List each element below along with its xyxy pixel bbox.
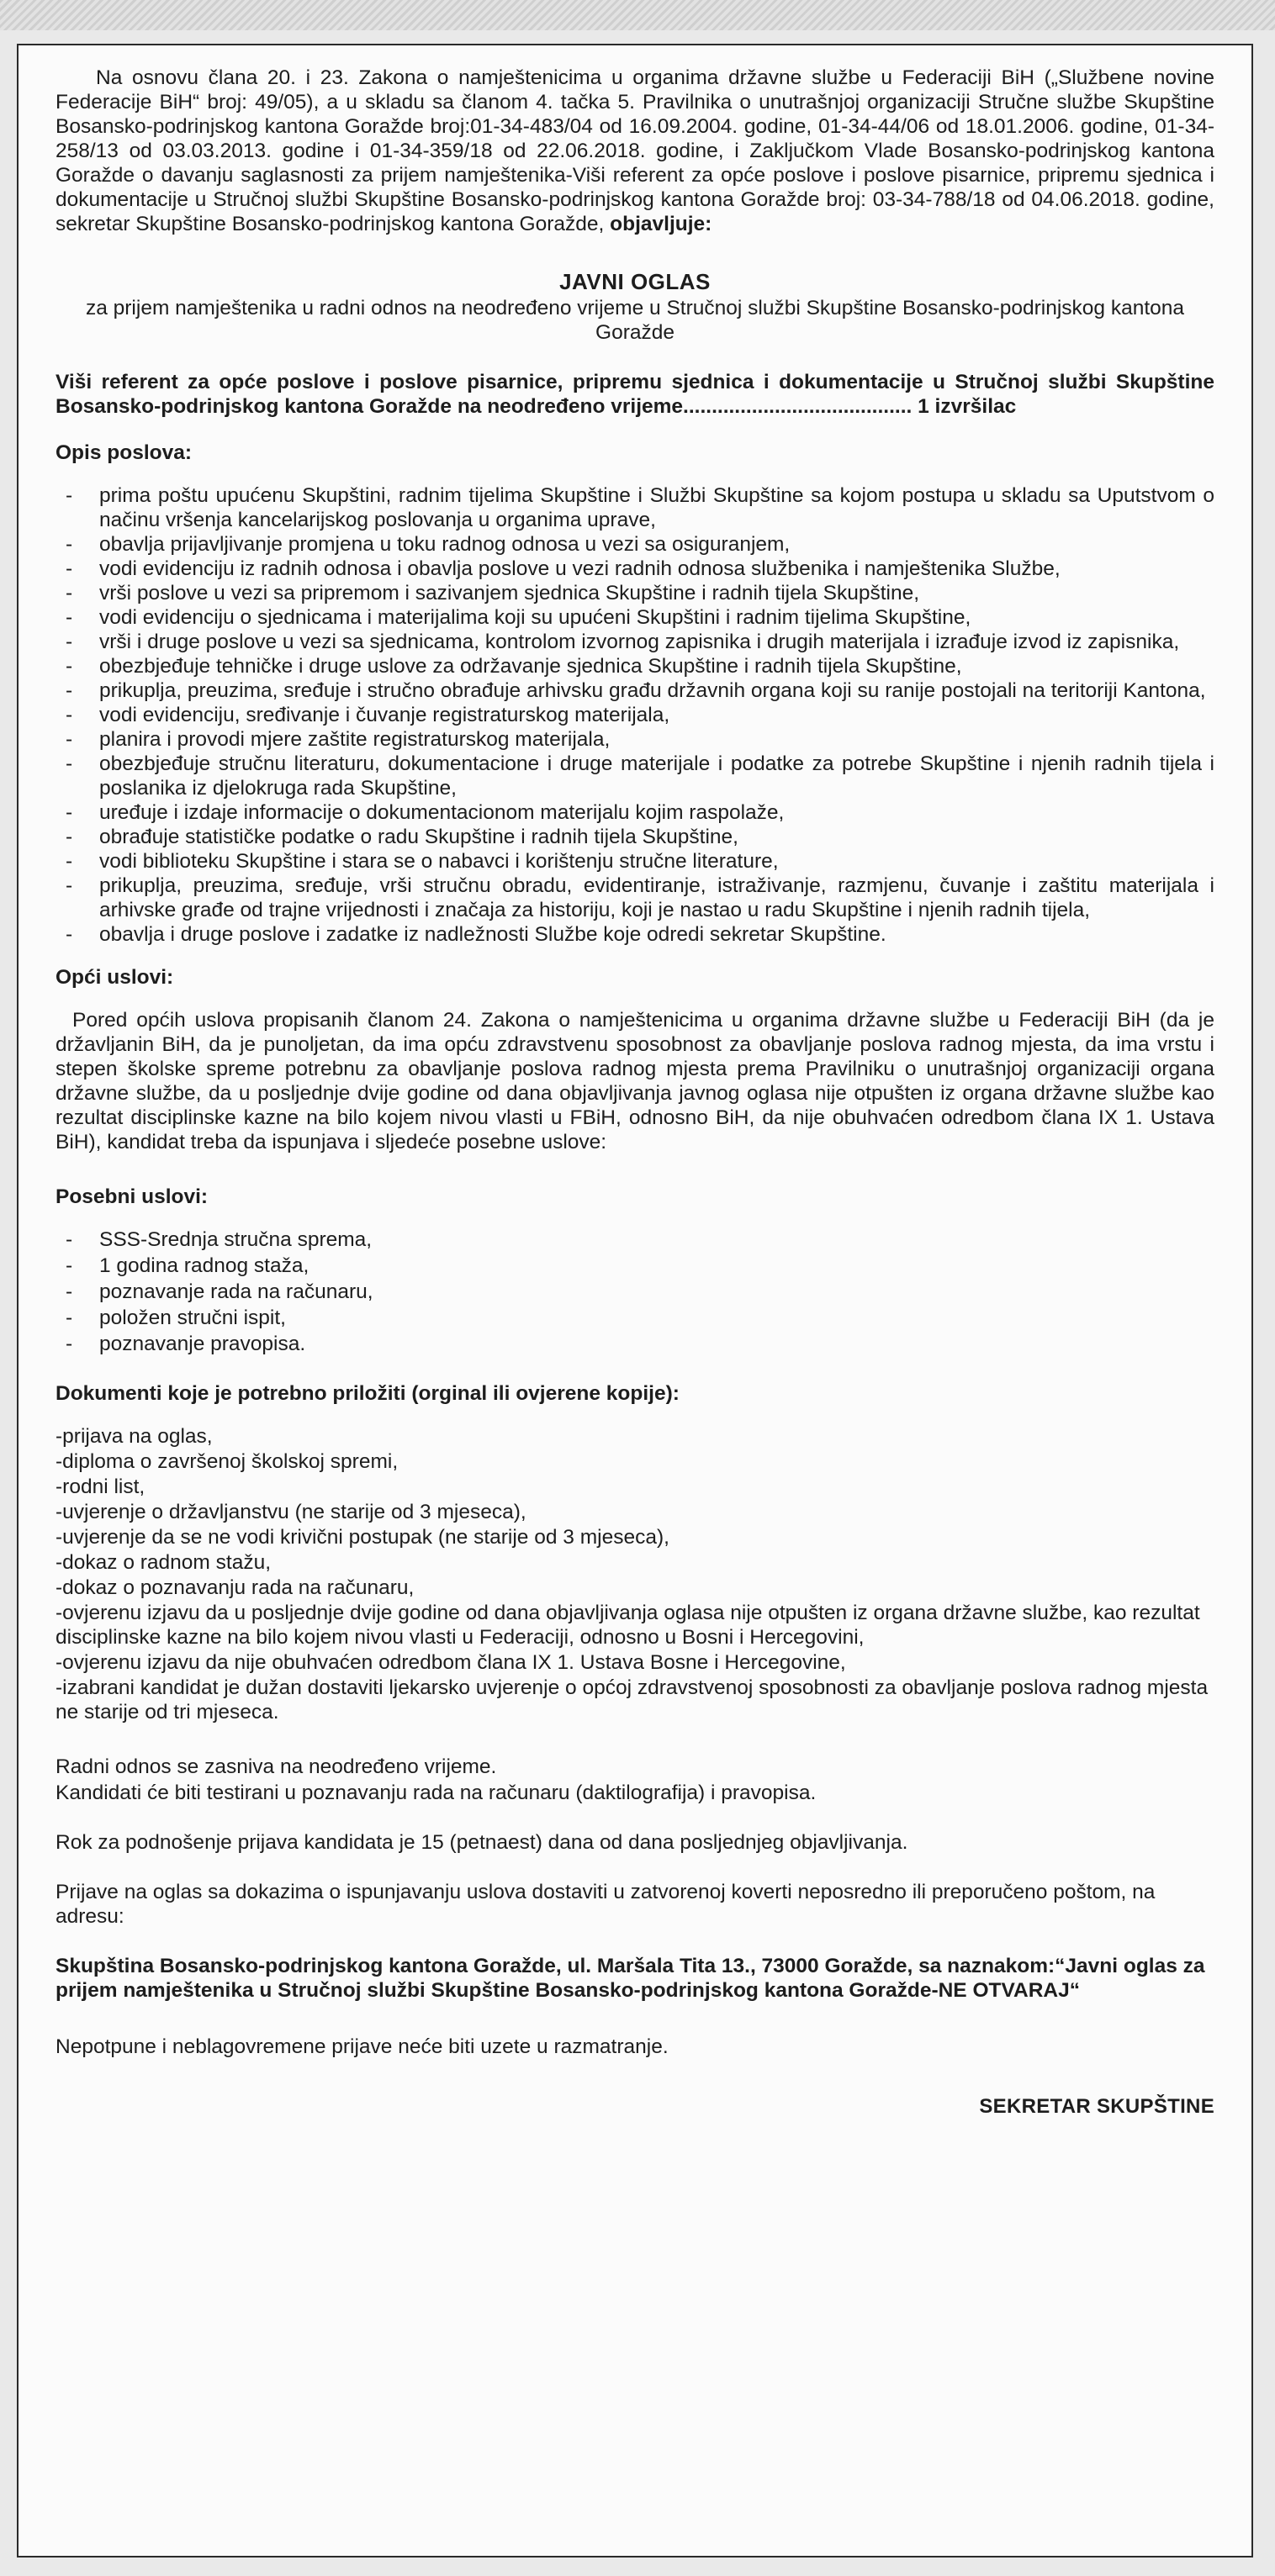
document-item: -uvjerenje o državljanstvu (ne starije od 3 mjeseca), — [56, 1501, 526, 1523]
employment-notes — [56, 1755, 1214, 1805]
intro-paragraph — [56, 66, 1214, 236]
submission-address: Skupština Bosansko-podrinjskog kantona Goražde, ul. Maršala Tita 13., 73000 Goražde, sa naznakom:“Javni oglas za prijem namještenika u Stručnoj službi Skupštine Bosansko-podrinjskog kantona Goražde-NE OTVARAJ“ — [56, 1955, 1205, 2002]
documents-list — [56, 1424, 1214, 1724]
duty-item: - vodi evidenciju o sjednicama i materijalima koji su upućeni Skupštini i radnim tijelima Skupštine, — [56, 605, 1214, 630]
duties-heading: Opis poslova: — [56, 441, 193, 464]
document-item: -rodni list, — [56, 1475, 145, 1498]
duty-item: - obrađuje statističke podatke o radu Skupštine i radnih tijela Skupštine, — [56, 825, 1214, 849]
general-conditions-heading: Opći uslovi: — [56, 966, 174, 989]
special-condition-item: - poznavanje rada na računaru, — [56, 1280, 1214, 1304]
position-title: Viši referent za opće poslove i poslove pisarnice, pripremu sjednica i dokumentacije u Stručnoj službi Skupštine Bosansko-podrinjskog kantona Goražde na neodređeno vrijeme........................................ 1 izvršilac — [56, 371, 1214, 418]
document-item: -prijava na oglas, — [56, 1425, 213, 1448]
duty-item: - vrši poslove u vezi sa pripremom i sazivanjem sjednica Skupštine i radnih tijela Skupštine, — [56, 581, 1214, 605]
duty-item: - vodi evidenciju iz radnih odnosa i obavlja poslove u vezi radnih odnosa službenika i namještenika Službe, — [56, 557, 1214, 581]
duty-item: - vrši i druge poslove u vezi sa sjednicama, kontrolom izvornog zapisnika i drugih materijala i izrađuje izvod iz zapisnika, — [56, 630, 1214, 654]
duties-list — [56, 483, 1214, 947]
document-item: -ovjerenu izjavu da nije obuhvaćen odredbom člana IX 1. Ustava Bosne i Hercegovine, — [56, 1651, 846, 1674]
special-condition-item: - položen stručni ispit, — [56, 1306, 1214, 1330]
document-item: -dokaz o poznavanju rada na računaru, — [56, 1576, 415, 1599]
testing-note: Kandidati će biti testirani u poznavanju rada na računaru (daktilografija) i pravopisa. — [56, 1782, 817, 1804]
duty-item: - obavlja prijavljivanje promjena u toku radnog odnosa u vezi sa osiguranjem, — [56, 532, 1214, 557]
duty-item: - prikuplja, preuzima, sređuje i stručno obrađuje arhivsku građu državnih organa koji su ranije postojali na teritoriji Kantona, — [56, 678, 1214, 703]
document-item: -ovjerenu izjavu da u posljednje dvije godine od dana objavljivanja oglasa nije otpušten iz organa državne službe, kao rezultat disciplinske kazne na bilo kojem nivou vlasti u Federaciji, odnosno u Bosni i Hercegovini, — [56, 1602, 1200, 1649]
special-condition-item: - 1 godina radnog staža, — [56, 1254, 1214, 1278]
special-condition-item: - SSS-Srednja stručna sprema, — [56, 1227, 1214, 1252]
employment-note: Radni odnos se zasniva na neodređeno vrijeme. — [56, 1755, 497, 1778]
intro-text: Na osnovu člana 20. i 23. Zakona o namještenicima u organima državne službe u Federaciji BiH („Službene novine Federacije BiH“ broj: 49/05), a u skladu sa članom 4. tačka 5. Pravilnika o unutrašnjoj organizaciji Stručne službe Skupštine Bosansko-podrinjskog kantona Goražde broj:01-34-483/04 od 16.09.2004. godine, 01-34-44/06 od 18.01.2006. godine, 01-34-258/13 od 03.03.2013. godine i 01-34-359/18 od 22.06.2018. godine, i Zaključkom Vlade Bosansko-podrinjskog kantona Goražde o davanju saglasnosti za prijem namještenika-Viši referent za opće poslove i poslove pisarnice, pripremu sjednica i dokumentacije u Stručnoj službi Skupštine Bosansko-podrinjskog kantona Goražde broj: 03-34-788/18 od 04.06.2018. godine, sekretar Skupštine Bosansko-podrinjskog kantona Goražde, — [56, 66, 1214, 235]
duty-item: - vodi evidenciju, sređivanje i čuvanje registraturskog materijala, — [56, 703, 1214, 727]
duty-item: - planira i provodi mjere zaštite registraturskog materijala, — [56, 727, 1214, 752]
announcement-page — [17, 44, 1253, 2558]
intro-bold: objavljuje: — [610, 213, 712, 235]
document-item: -diploma o završenoj školskoj spremi, — [56, 1450, 399, 1473]
announcement-subtitle: za prijem namještenika u radni odnos na neodređeno vrijeme u Stručnoj službi Skupštine Bosansko-podrinjskog kantona Goražde — [85, 297, 1185, 344]
submission-text: Prijave na oglas sa dokazima o ispunjavanju uslova dostaviti u zatvorenoj koverti neposredno ili preporučeno poštom, na adresu: — [56, 1881, 1156, 1928]
duty-item: - uređuje i izdaje informacije o dokumentacionom materijalu kojim raspolaže, — [56, 800, 1214, 825]
duty-item: - vodi biblioteku Skupštine i stara se o nabavci i korištenju stručne literature, — [56, 849, 1214, 874]
general-conditions-text: Pored općih uslova propisanih članom 24. Zakona o namještenicima u organima državne službe u Federaciji BiH (da je državljanin BiH, da je punoljetan, da ima opću zdravstvenu sposobnost za obavljanje poslova radnog mjesta, da ima vrstu i stepen školske spreme potrebnu za obavljanje poslova radnog mjesta prema Pravilniku o unutrašnjoj organizaciji organa državne službe, da u posljednje dvije godine od dana objavljivanja javnog oglasa nije otpušten iz organa državne službe kao rezultat disciplinske kazne na bilo kojem nivou vlasti u FBiH, odnosno BiH, da nije obuhvaćen odredbom člana IX 1. Ustava BiH), kandidat treba da ispunjava i sljedeće posebne uslove: — [56, 1009, 1214, 1153]
scan-top-edge — [0, 0, 1275, 30]
document-item: -dokaz o radnom stažu, — [56, 1551, 272, 1574]
document-item: -uvjerenje da se ne vodi krivični postupak (ne starije od 3 mjeseca), — [56, 1526, 669, 1549]
special-condition-item: - poznavanje pravopisa. — [56, 1332, 1214, 1356]
duty-item: - prima poštu upućenu Skupštini, radnim tijelima Skupštine i Službi Skupštine sa kojom postupa u skladu sa Uputstvom o načinu vršenja kancelarijskog poslovanja u organima uprave, — [56, 483, 1214, 532]
signature: SEKRETAR SKUPŠTINE — [979, 2095, 1214, 2118]
special-conditions-list — [56, 1227, 1214, 1356]
document-item: -izabrani kandidat je dužan dostaviti ljekarsko uvjerenje o općoj zdravstvenoj sposobnosti za obavljanje poslova radnog mjesta ne starije od tri mjeseca. — [56, 1676, 1209, 1723]
incomplete-applications-note: Nepotpune i neblagovremene prijave neće biti uzete u razmatranje. — [56, 2035, 669, 2058]
documents-heading: Dokumenti koje je potrebno priložiti (orginal ili ovjerene kopije): — [56, 1382, 680, 1405]
duty-item: - obezbjeđuje tehničke i druge uslove za održavanje sjednica Skupštine i radnih tijela Skupštine, — [56, 654, 1214, 678]
special-conditions-heading: Posebni uslovi: — [56, 1185, 209, 1208]
duty-item: - obezbjeđuje stručnu literaturu, dokumentacione i druge materijale i podatke za potrebe Skupštine i njenih radnih tijela i poslanika iz djelokruga rada Skupštine, — [56, 752, 1214, 800]
duty-item: - prikuplja, preuzima, sređuje, vrši stručnu obradu, evidentiranje, istraživanje, razmjenu, čuvanje i zaštitu materijala i arhivske građe od trajne vrijednosti i značaja za historiju, koji je nastao u radu Skupštine i njenih radnih tijela, — [56, 874, 1214, 922]
announcement-title: JAVNI OGLAS — [559, 269, 711, 294]
deadline-text: Rok za podnošenje prijava kandidata je 15 (petnaest) dana od dana posljednjeg objavljivanja. — [56, 1831, 908, 1854]
duty-item: - obavlja i druge poslove i zadatke iz nadležnosti Službe koje odredi sekretar Skupštine. — [56, 922, 1214, 947]
